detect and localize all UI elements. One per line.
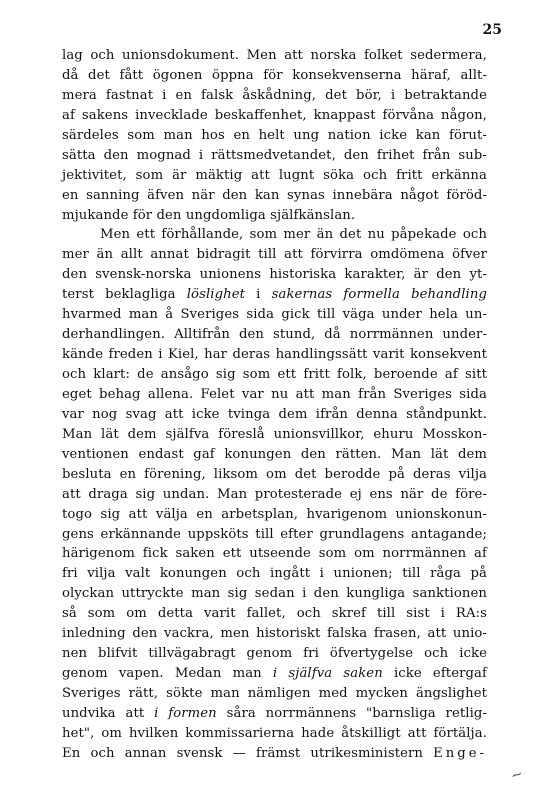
text-line-with-emphasis [62,664,487,684]
text-line: sätta den mognad i rättsmedvetandet, den frihet från sub- [62,147,487,163]
text-line: mer än allt annat bidragit till att förvirra omdömena öfver [62,247,487,263]
ink-mark-decoration: ⁓ [510,768,524,783]
text-line: nen blifvit tillvägabragt genom fri öfvertygelse och icke [62,646,487,662]
text-line: att draga sig undan. Man protesterade ej ens när de före- [62,486,487,502]
text-line: härigenom fick saken ett utseende som om norrmännen af [62,546,487,562]
text-line: af sakens invecklade beskaffenhet, knappast förvåna någon, [62,107,487,123]
text-segment: i [245,287,272,303]
text-line: olyckan uttryckte man sig sedan i den kungliga sanktionen [62,586,487,602]
text-line: besluta en förening, liksom om det berodde på deras vilja [62,466,487,482]
text-segment: terst beklagliga [62,287,187,303]
body-text [62,46,487,764]
text-line: ventionen endast gaf konungen den rätten. Man lät dem [62,446,487,462]
text-line: inledning den vackra, men historiskt falska frasen, att unio- [62,626,487,642]
text-segment: undvika att [62,705,155,721]
text-line: mera fastnat i en falsk åskådning, det bör, i betraktande [62,87,487,103]
text-line: Sveriges rätt, sökte man nämligen med mycken ängslighet [62,686,487,701]
text-line: så som om detta varit fallet, och skref till sist i RA:s [62,606,487,622]
emphasis-text: i själfva saken [272,666,383,682]
text-line: derhandlingen. Alltifrån den stund, då norrmännen under- [62,327,487,343]
text-line-with-emphasis [62,285,487,305]
text-line: var nog svag att icke tvinga dem ifrån denna ståndpunkt. [62,406,487,422]
text-line-with-spaced-name [62,744,487,764]
text-line: het", om hvilken kommissarierna hade åtskilligt att förtälja. [62,725,487,741]
emphasis-text: löslighet [186,287,246,303]
letterspaced-name: Enge- [433,745,487,761]
text-line: fri vilja valt konungen och ingått i unionen; till råga på [62,566,487,582]
text-line-with-emphasis [62,704,487,724]
text-line: kände freden i Kiel, har deras handlingssätt varit konsekvent [62,347,487,363]
text-segment: såra norrmännens "barnsliga retlig- [216,705,487,721]
text-line: hvarmed man å Sveriges sida gick till väga under hela un- [62,307,487,323]
emphasis-text: sakernas formella behandling [271,287,487,303]
text-line: lag och unionsdokument. Men att norska folket sedermera, [62,48,487,63]
text-line: en sanning äfven när den kan synas innebära något föröd- [62,187,487,203]
text-line: togo sig att välja en arbetsplan, hvarigenom unionskonun- [62,506,487,522]
text-line: eget behag allena. Felet var nu att man från Sveriges sida [62,386,487,402]
text-segment: genom vapen. Medan man [62,666,273,682]
text-line: Man lät dem själfva föreslå unionsvillkor, ehuru Mosskon- [62,426,487,442]
text-line: gens erkännande uppsköts till efter grundlagens antagande; [62,526,487,542]
emphasis-text: i formen [154,705,217,721]
paragraph-start-line: Men ett förhållande, som mer än det nu påpekade och [100,227,487,243]
text-segment: icke eftergaf [382,666,487,682]
page-number: 25 [482,22,502,38]
text-line: den svensk-norska unionens historiska karakter, är den yt- [62,267,487,283]
text-line: då det fått ögonen öppna för konsekvenserna häraf, allt- [62,67,487,83]
text-line: och klart: de ansågo sig som ett fritt folk, beroende af sitt [62,367,487,382]
text-line: jektivitet, som är mäktig att lugnt söka och fritt erkänna [62,167,487,183]
text-segment: En och annan svensk — främst utrikesministern [62,745,434,761]
text-line: särdeles som man hos en helt ung nation icke kan förut- [62,127,487,143]
paragraph-end-line: mjukande för den ungdomliga själfkänslan. [62,207,356,223]
